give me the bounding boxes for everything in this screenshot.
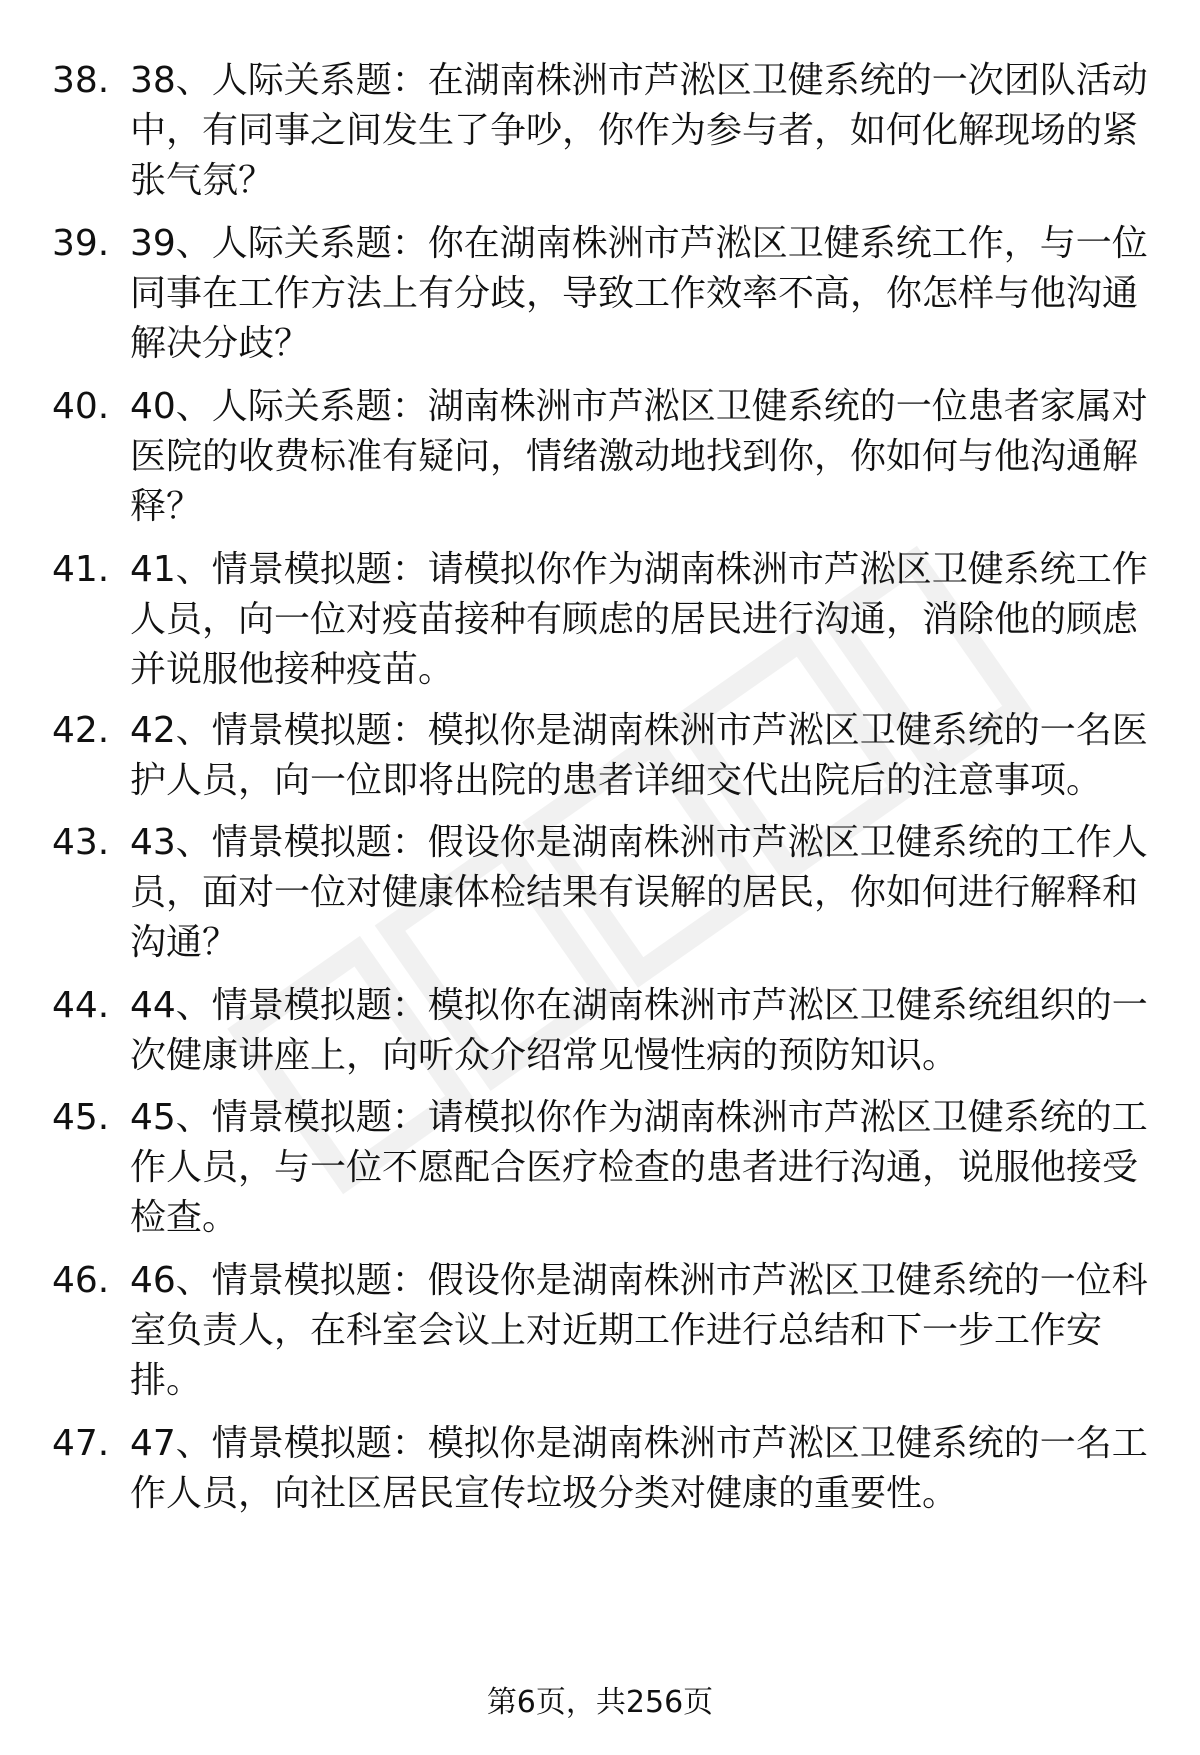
question-line: 沟通？ xyxy=(130,922,239,963)
question-number: 47. xyxy=(52,1423,110,1464)
question-number: 38. xyxy=(52,60,110,101)
question-line: 46、情景模拟题：假设你是湖南株洲市芦淞区卫健系统的一位科 xyxy=(130,1260,1148,1301)
question-line: 检查。 xyxy=(130,1197,239,1238)
question-line: 41、情景模拟题：请模拟你作为湖南株洲市芦淞区卫健系统工作 xyxy=(130,549,1148,590)
question-line: 中，有同事之间发生了争吵，你作为参与者，如何化解现场的紧 xyxy=(130,110,1139,151)
question-text xyxy=(130,981,1150,1081)
question-text xyxy=(130,56,1150,206)
question-line: 38、人际关系题：在湖南株洲市芦淞区卫健系统的一次团队活动 xyxy=(130,60,1148,101)
question-line: 45、情景模拟题：请模拟你作为湖南株洲市芦淞区卫健系统的工 xyxy=(130,1097,1148,1138)
question-text xyxy=(130,818,1150,968)
question-number: 42. xyxy=(52,710,110,751)
question-text xyxy=(130,1419,1150,1519)
question-line: 次健康讲座上，向听众介绍常见慢性病的预防知识。 xyxy=(130,1035,959,1076)
question-line: 作人员，向社区居民宣传垃圾分类对健康的重要性。 xyxy=(130,1473,959,1514)
question-line: 40、人际关系题：湖南株洲市芦淞区卫健系统的一位患者家属对 xyxy=(130,386,1148,427)
question-line: 作人员，与一位不愿配合医疗检查的患者进行沟通，说服他接受 xyxy=(130,1147,1139,1188)
question-line: 释？ xyxy=(130,486,203,527)
question-number: 46. xyxy=(52,1260,110,1301)
question-text xyxy=(130,382,1150,532)
question-number: 41. xyxy=(52,549,110,590)
question-text xyxy=(130,1256,1150,1406)
question-line: 39、人际关系题：你在湖南株洲市芦淞区卫健系统工作，与一位 xyxy=(130,223,1148,264)
question-line: 室负责人，在科室会议上对近期工作进行总结和下一步工作安 xyxy=(130,1310,1103,1351)
question-number: 45. xyxy=(52,1097,110,1138)
question-number: 44. xyxy=(52,985,110,1026)
question-line: 47、情景模拟题：模拟你是湖南株洲市芦淞区卫健系统的一名工 xyxy=(130,1423,1148,1464)
question-line: 解决分歧？ xyxy=(130,323,311,364)
question-line: 并说服他接种疫苗。 xyxy=(130,649,455,690)
question-line: 医院的收费标准有疑问，情绪激动地找到你，你如何与他沟通解 xyxy=(130,436,1139,477)
question-line: 张气氛？ xyxy=(130,160,275,201)
question-line: 人员，向一位对疫苗接种有顾虑的居民进行沟通，消除他的顾虑 xyxy=(130,599,1139,640)
question-line: 员，面对一位对健康体检结果有误解的居民，你如何进行解释和 xyxy=(130,872,1139,913)
question-text xyxy=(130,219,1150,369)
question-number: 40. xyxy=(52,386,110,427)
question-line: 护人员，向一位即将出院的患者详细交代出院后的注意事项。 xyxy=(130,760,1103,801)
question-text xyxy=(130,545,1150,695)
question-line: 44、情景模拟题：模拟你在湖南株洲市芦淞区卫健系统组织的一 xyxy=(130,985,1148,1026)
page-number: 第6页，共256页 xyxy=(486,1685,714,1720)
question-text xyxy=(130,1093,1150,1243)
question-text xyxy=(130,706,1150,806)
question-line: 43、情景模拟题：假设你是湖南株洲市芦淞区卫健系统的工作人 xyxy=(130,822,1148,863)
question-number: 43. xyxy=(52,822,110,863)
question-number: 39. xyxy=(52,223,110,264)
question-line: 排。 xyxy=(130,1360,203,1401)
question-line: 同事在工作方法上有分歧，导致工作效率不高，你怎样与他沟通 xyxy=(130,273,1139,314)
question-line: 42、情景模拟题：模拟你是湖南株洲市芦淞区卫健系统的一名医 xyxy=(130,710,1148,751)
